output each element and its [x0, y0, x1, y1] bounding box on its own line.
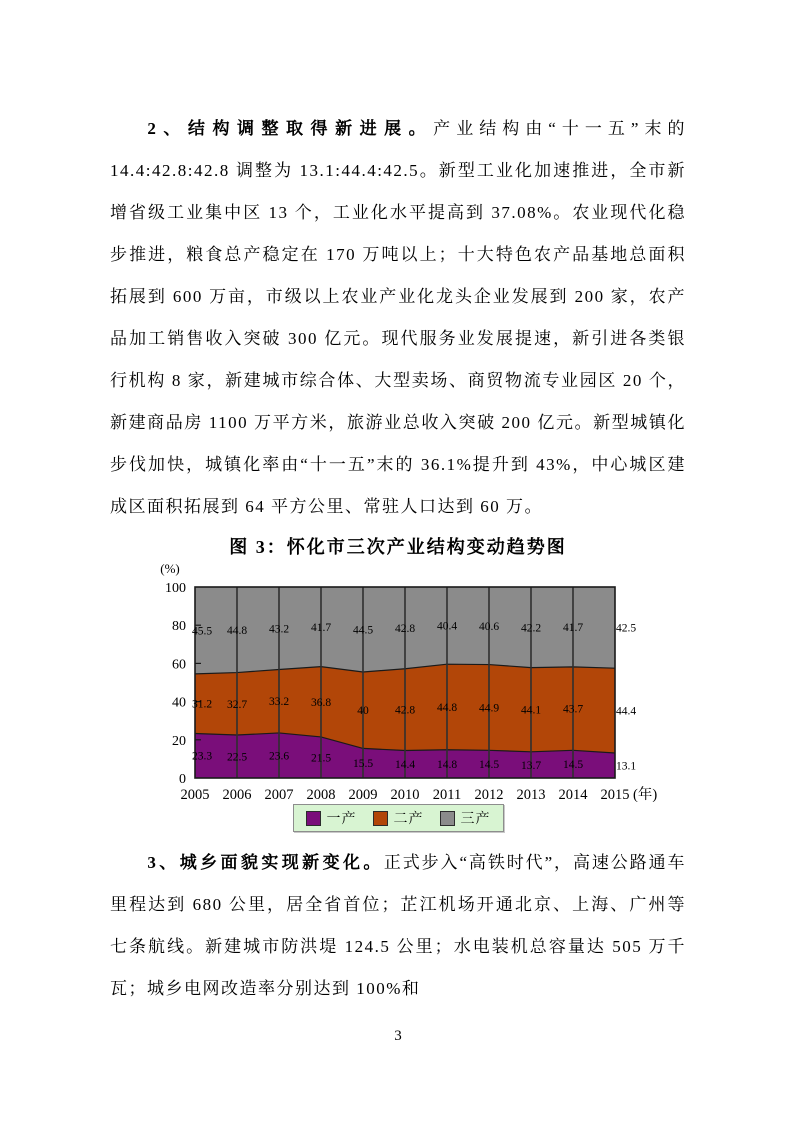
svg-text:43.2: 43.2: [268, 623, 290, 636]
chart-legend: [293, 804, 504, 832]
svg-text:0: 0: [179, 772, 186, 787]
svg-text:2014: 2014: [558, 787, 588, 802]
svg-text:41.7: 41.7: [310, 621, 332, 634]
svg-text:33.2: 33.2: [268, 696, 290, 709]
svg-text:14.5: 14.5: [478, 759, 500, 772]
svg-text:40.6: 40.6: [478, 620, 500, 633]
svg-text:60: 60: [172, 657, 186, 673]
svg-text:13.7: 13.7: [520, 759, 542, 772]
legend-swatch-tertiary: [440, 811, 455, 826]
paragraph-urban-rural-change: [110, 842, 686, 1010]
svg-text:43.7: 43.7: [562, 703, 584, 716]
legend-swatch-secondary: [373, 811, 388, 826]
svg-text:36.8: 36.8: [310, 696, 332, 709]
svg-text:15.5: 15.5: [352, 758, 374, 771]
chart-legend-row: [110, 804, 686, 832]
svg-text:44.8: 44.8: [226, 624, 248, 637]
svg-text:(年): (年): [633, 787, 658, 802]
svg-text:2012: 2012: [474, 787, 504, 802]
svg-text:22.5: 22.5: [226, 751, 248, 764]
svg-text:44.5: 44.5: [352, 624, 374, 637]
svg-text:2010: 2010: [390, 787, 420, 802]
svg-text:31.2: 31.2: [191, 698, 213, 711]
svg-text:80: 80: [172, 619, 186, 635]
stacked-area-plot: [110, 562, 686, 802]
svg-text:44.9: 44.9: [478, 702, 500, 715]
svg-text:2009: 2009: [348, 787, 378, 802]
svg-text:42.2: 42.2: [520, 622, 542, 635]
svg-text:(%): (%): [160, 562, 180, 576]
legend-label: 一产: [326, 812, 357, 827]
svg-text:23.6: 23.6: [268, 750, 290, 763]
svg-text:44.4: 44.4: [615, 705, 637, 718]
svg-text:2015: 2015: [600, 787, 630, 802]
legend-label: 二产: [393, 812, 424, 827]
svg-text:13.1: 13.1: [615, 760, 637, 773]
svg-text:14.4: 14.4: [394, 759, 416, 772]
svg-text:2013: 2013: [516, 787, 546, 802]
paragraph-2-body: 产业结构由“十一五”末的 14.4:42.8:42.8 调整为 13.1:44.4:42.5。新型工业化加速推进，全市新增省级工业集中区 13 个，工业化水平提高到 37.08%。农业现代化稳步推进，粮食总产稳定在 170 万吨以上；十大特色农产品基地总面积拓展到 600 万亩，市级以上农业产业化龙头企业发展到 200 家，农产品加工销售收入突破 300 亿元。现代服务业发展提速，新引进各类银行机构 8 家，新建城市综合体、大型卖场、商贸物流专业园区 20 个，新建商品房 1100 万平方米，旅游业总收入突破 200 亿元。新型城镇化步伐加快，城镇化率由“十一五”末的 36.1%提升到 43%，中心城区建成区面积拓展到 64 平方公里、常驻人口达到 60 万。: [110, 119, 687, 516]
svg-text:42.8: 42.8: [394, 704, 416, 717]
svg-text:2006: 2006: [222, 787, 252, 802]
svg-text:32.7: 32.7: [226, 698, 248, 711]
legend-label: 三产: [460, 812, 491, 827]
svg-text:2007: 2007: [264, 787, 294, 802]
paragraph-3-heading: 3、城乡面貌实现新变化。: [147, 853, 384, 872]
svg-text:21.5: 21.5: [310, 752, 332, 765]
svg-text:45.5: 45.5: [191, 625, 213, 638]
svg-text:2008: 2008: [306, 787, 336, 802]
svg-text:42.5: 42.5: [615, 622, 637, 635]
svg-text:44.1: 44.1: [520, 704, 542, 717]
chart-title: 图 3：怀化市三次产业结构变动趋势图: [229, 537, 567, 557]
legend-item-secondary: [373, 808, 424, 828]
industry-structure-figure: [110, 534, 686, 832]
industry-structure-chart: [110, 562, 686, 802]
svg-text:40: 40: [172, 695, 186, 711]
page-number: 3: [394, 1028, 402, 1044]
svg-text:23.3: 23.3: [191, 750, 213, 763]
legend-item-tertiary: [440, 808, 491, 828]
svg-text:2011: 2011: [432, 787, 462, 802]
legend-item-primary: [306, 808, 357, 828]
paragraph-2-heading: 2、结构调整取得新进展。: [147, 119, 434, 138]
svg-text:41.7: 41.7: [562, 621, 584, 634]
legend-swatch-primary: [306, 811, 321, 826]
svg-text:2005: 2005: [180, 787, 210, 802]
svg-text:44.8: 44.8: [436, 701, 458, 714]
svg-text:42.8: 42.8: [394, 622, 416, 635]
svg-text:14.5: 14.5: [562, 759, 584, 772]
svg-text:40.4: 40.4: [436, 620, 458, 633]
document-page-content: [110, 0, 686, 1045]
paragraph-3-body: 正式步入“高铁时代”，高速公路通车里程达到 680 公里，居全省首位；芷江机场开通北京、上海、广州等七条航线。新建城市防洪堤 124.5 公里；水电装机总容量达 505 万千瓦；城乡电网改造率分别达到 100%和: [110, 853, 686, 998]
svg-text:20: 20: [172, 733, 186, 749]
paragraph-structure-adjustment: [110, 108, 686, 528]
svg-text:40: 40: [357, 705, 369, 718]
svg-text:14.8: 14.8: [436, 758, 458, 771]
svg-text:100: 100: [165, 581, 186, 596]
